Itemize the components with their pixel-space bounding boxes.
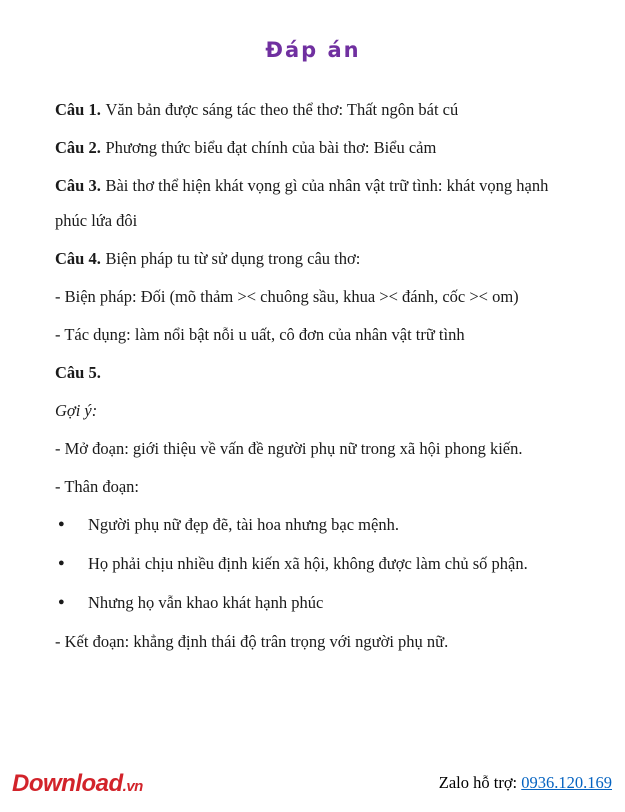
cau-5-closing-line: - Kết đoạn: khẳng định thái độ trân trọng với người phụ nữ. <box>55 632 449 651</box>
answer-text-3: Bài thơ thể hiện khát vọng gì của nhân vật trữ tình: khát vọng hạnh phúc lứa đôi <box>55 176 549 230</box>
cau-5-opening-line: - Mở đoạn: giới thiệu về vấn đề người phụ nữ trong xã hội phong kiến. <box>55 439 523 458</box>
question-label-1: Câu 1. <box>55 100 101 119</box>
zalo-support <box>439 773 612 796</box>
bullet-icon: ● <box>58 557 65 569</box>
zalo-support-label: Zalo hỗ trợ: <box>438 773 522 792</box>
answer-text-1: Văn bản được sáng tác theo thể thơ: Thất ngôn bát cú <box>105 100 459 119</box>
answer-text-2: Phương thức biểu đạt chính của bài thơ: Biểu cảm <box>105 138 437 157</box>
list-item <box>55 507 571 542</box>
answer-cau-5 <box>55 355 571 390</box>
cau-4-effect-line: - Tác dụng: làm nổi bật nỗi u uất, cô đơn của nhân vật trữ tình <box>55 325 465 344</box>
answer-cau-2 <box>55 130 571 165</box>
list-item <box>55 546 571 581</box>
answer-cau-3 <box>55 168 571 238</box>
downloadvn-logo <box>12 772 143 796</box>
zalo-phone-link[interactable]: 0936.120.169 <box>521 773 612 792</box>
question-label-2: Câu 2. <box>55 138 101 157</box>
cau-5-body-label: - Thân đoạn: <box>55 477 140 496</box>
cau-4-method-line: - Biện pháp: Đối (mõ thảm >< chuông sầu, khua >< đánh, cốc >< om) <box>55 287 519 306</box>
page-footer <box>12 772 612 796</box>
bullet-text-3: Nhưng họ vẫn khao khát hạnh phúc <box>88 593 324 612</box>
bullet-icon: ● <box>58 596 65 608</box>
hint-label: Gợi ý: <box>55 401 98 420</box>
list-item <box>55 585 571 620</box>
answer-cau-4 <box>55 241 571 276</box>
bullet-text-1: Người phụ nữ đẹp đẽ, tài hoa nhưng bạc mệnh. <box>88 515 399 534</box>
page-title: Đáp án <box>265 38 361 62</box>
logo-text-main: Download <box>12 770 123 797</box>
question-label-5: Câu 5. <box>55 363 101 382</box>
logo-text-suffix: .vn <box>122 778 143 795</box>
question-label-4: Câu 4. <box>55 249 101 268</box>
question-label-3: Câu 3. <box>55 176 101 195</box>
answer-text-4: Biện pháp tu từ sử dụng trong câu thơ: <box>105 249 361 268</box>
answer-cau-1 <box>55 92 571 127</box>
bullet-icon: ● <box>58 518 65 530</box>
bullet-text-2: Họ phải chịu nhiều định kiến xã hội, không được làm chủ số phận. <box>88 554 528 573</box>
